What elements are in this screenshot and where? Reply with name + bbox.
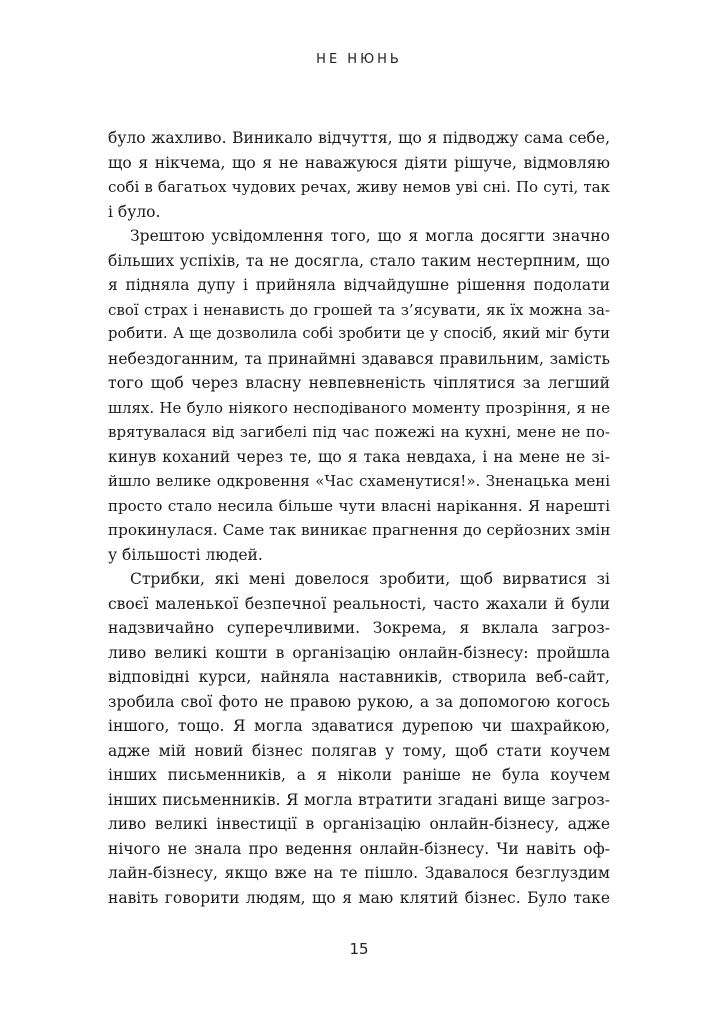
text-line: іншого, тощо. Я могла здаватися дурепою чи шахрайкою, (108, 717, 610, 735)
text-line: Стрибки, які мені довелося зробити, щоб вирватися зі (130, 570, 610, 588)
text-line: більших успіхів, та не досягла, стало таким нестерпним, що (108, 251, 610, 270)
text-line: я підняла дупу і прийняла відчайдушне рішення подолати (108, 276, 610, 294)
text-line: у більшості людей. (108, 545, 263, 564)
text-line: ливо великі інвестиції в організацію онлайн-бізнесу, адже (108, 815, 610, 833)
text-line: своєї маленької безпечної реальності, часто жахали й були (108, 594, 610, 613)
text-line: робити. А ще дозволила собі зробити це у спосіб, який міг бути (108, 325, 610, 342)
text-line: собі в багатьох чудових речах, живу немов уві сні. По суті, так (108, 178, 610, 196)
text-line: врятувалася від загибелі під час пожежі на кухні, мене не по- (108, 423, 610, 441)
text-line: і було. (108, 202, 161, 221)
text-line: адже мій новий бізнес полягав у тому, щоб стати коучем (108, 741, 610, 760)
text-line: надзвичайно суперечливими. Зокрема, я вклала загроз- (108, 619, 610, 637)
text-line: лайн-бізнесу, якщо вже на те пішло. Здавалося безглуздим (108, 864, 610, 882)
text-line: йшло велике одкровення «Час схаменутися!». Зненацька мені (108, 472, 610, 490)
text-line: було жахливо. Виникало відчуття, що я підводжу сама себе, (108, 129, 610, 147)
page-number: 15 (349, 940, 369, 958)
text-line: що я нікчема, що я не наважуюся діяти рішуче, відмовляю (108, 153, 610, 172)
running-head: НЕ НЮНЬ (316, 52, 402, 67)
text-line: шлях. Не було ніякого несподіваного моменту прозріння, я не (108, 398, 610, 417)
text-line: ливо великі кошти в організацію онлайн-бізнесу: пройшла (108, 643, 610, 662)
text-line: нічого не знала про ведення онлайн-бізнесу. Чи навіть оф- (108, 839, 610, 858)
text-line: прокинулася. Саме так виникає прагнення до серйозних змін (108, 521, 610, 539)
text-line: Зрештою усвідомлення того, що я могла досягти значно (130, 227, 610, 245)
text-line: зробила свої фото не правою рукою, а за допомогою когось (108, 692, 610, 711)
text-line: навіть говорити людям, що я маю клятий бізнес. Було таке (108, 888, 610, 907)
text-line: небездоганним, та принаймні здавався правильним, замість (108, 349, 610, 368)
text-line: кинув коханий через те, що я така невдаха, і на мене не зі- (108, 447, 610, 466)
text-line: інших письменників. Я могла втратити згадані вище загроз- (108, 790, 610, 809)
body-text (108, 126, 610, 910)
text-line: просто стало несила більше чути власні нарікання. Я нарешті (108, 496, 610, 515)
text-line: відповідні курси, найняла наставників, створила веб-сайт, (108, 668, 610, 686)
text-line: інших письменників, а я ніколи раніше не була коучем (108, 766, 610, 784)
text-line: свої страх і ненависть до грошей та з’ясувати, як їх можна за- (108, 300, 610, 319)
text-line: того щоб через власну невпевненість чіплятися за легший (108, 374, 610, 392)
